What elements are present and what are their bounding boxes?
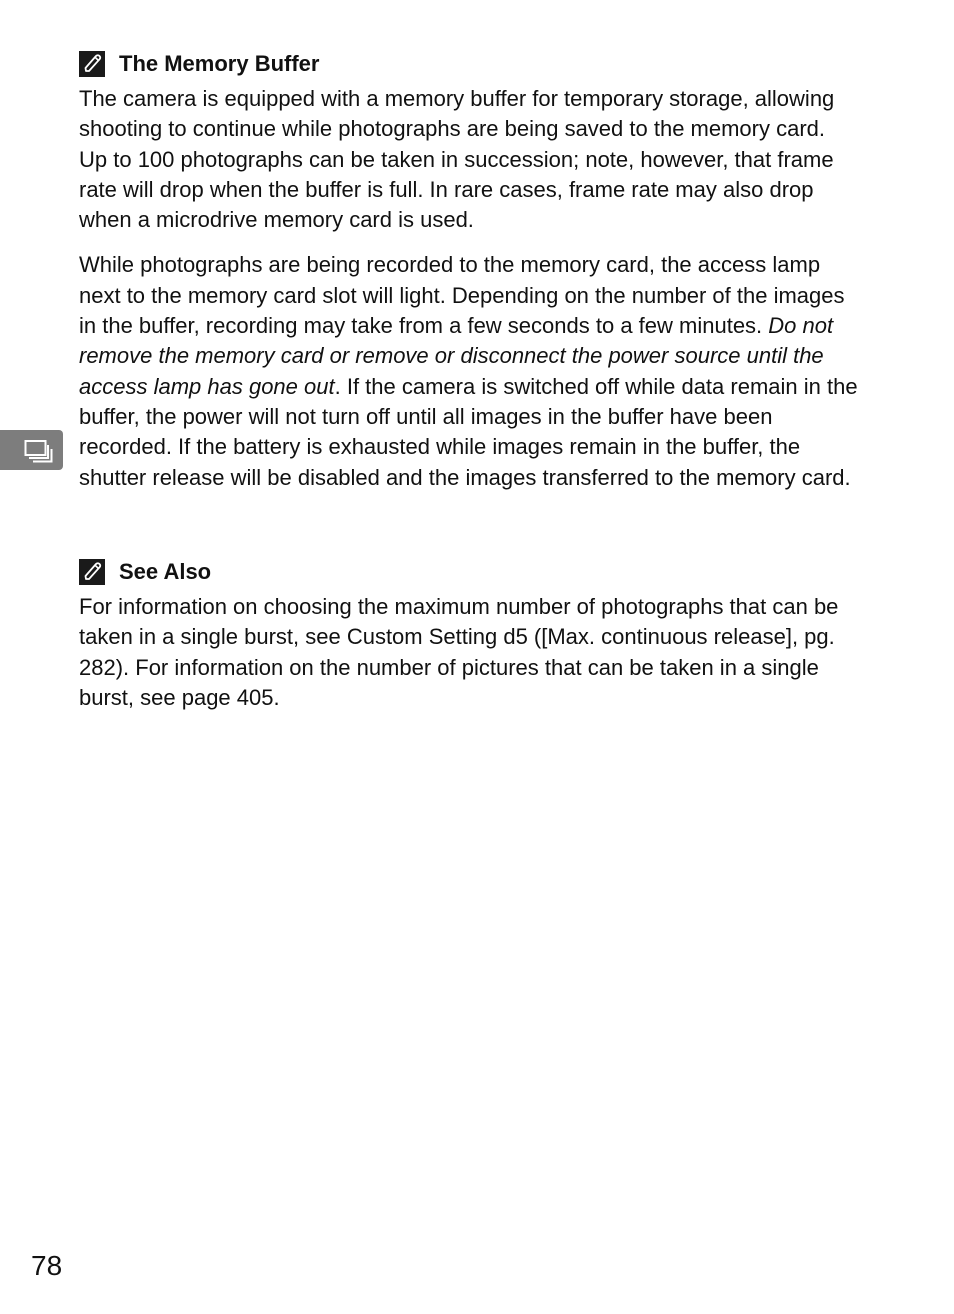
page-number: 78 bbox=[31, 1250, 63, 1281]
warning-text: Do not remove the memory card or remove or disconnect the power source until the access lamp has gone out bbox=[79, 313, 834, 399]
see-also-note bbox=[79, 558, 859, 713]
paragraph: The camera is equipped with a memory buffer for temporary storage, allowing shooting to continue while photographs are being saved to the memory card. Up to 100 photographs can be taken in succession; note, however, that frame rate will drop when the buffer is full. In rare cases, frame rate may also drop when a microdrive memory card is used. bbox=[79, 86, 835, 233]
release-mode-icon bbox=[24, 439, 54, 463]
paragraph: For information on choosing the maximum number of photographs that can be taken in a single burst, see Custom Setting d5 ([Max. continuous release], pg. 282). For information on the number of pictures that can be taken in a single burst, see page 405. bbox=[79, 594, 839, 710]
pencil-note-icon bbox=[79, 51, 105, 77]
note-heading bbox=[79, 558, 859, 586]
paragraph-text: While photographs are being recorded to the memory card, the access lamp next to the memory card slot will light. Depending on the number of the images in the buffer, recording may take from a few seconds to a few minutes. bbox=[79, 252, 845, 339]
chapter-tab bbox=[0, 430, 63, 470]
pencil-note-icon bbox=[79, 559, 105, 585]
paragraph-text: . If the camera is switched off while data remain in the buffer, the power will not turn off until all images in the buffer have been recorded. If the battery is exhausted while images remain in the buffer, the shutter release will be disabled and the images transferred to the memory card. bbox=[79, 373, 858, 490]
section-title: See Also bbox=[119, 559, 212, 584]
note-heading bbox=[79, 50, 859, 78]
section-title: The Memory Buffer bbox=[119, 51, 320, 76]
memory-buffer-note bbox=[79, 50, 859, 493]
paragraph bbox=[79, 250, 859, 492]
